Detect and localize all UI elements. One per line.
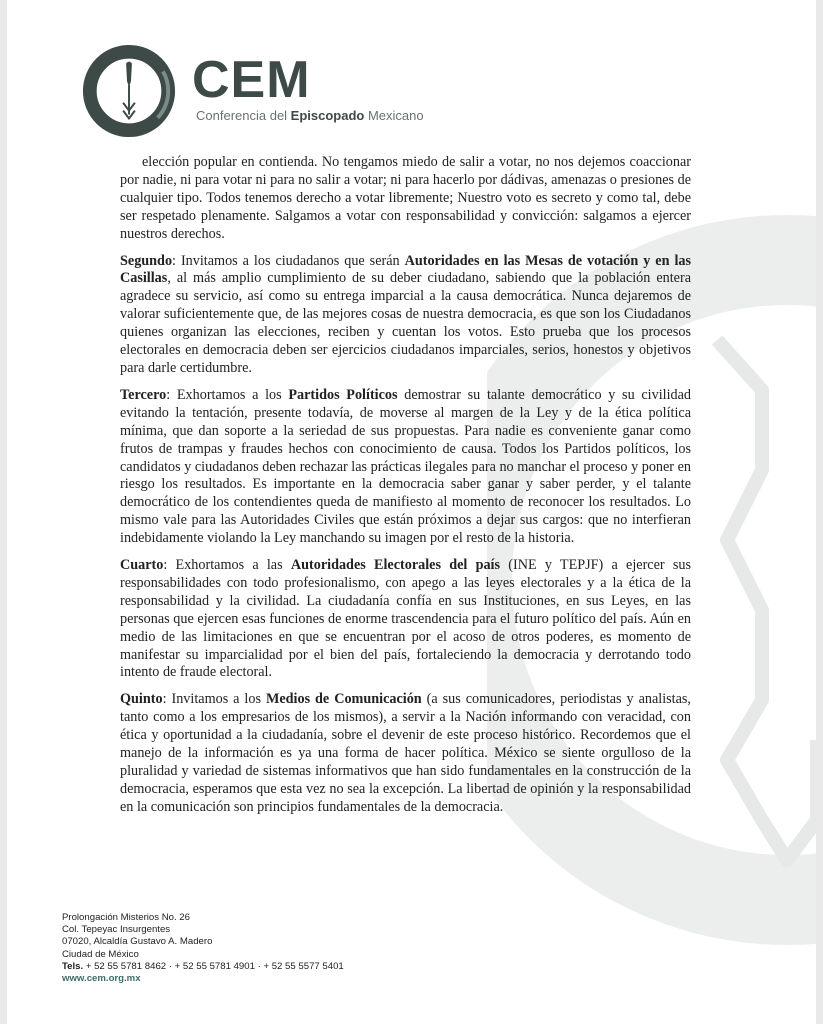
paragraph-label: Cuarto	[120, 557, 164, 574]
footer-line: Prolongación Misterios No. 26	[62, 912, 190, 923]
paragraph-label: Segundo	[120, 252, 173, 269]
paragraph-tercero: Tercero: Exhortamos a los Partidos Políticos demostrar su talante democrático y su civilidad evitando la tentación, presente todavía, de moverse al margen de la Ley y de la ética política mínima, que dan soporte a la seriedad de sus propuestas. Para nadie es conveniente ganar como frutos de trampas y fraudes hechos con conocimiento de causa. Todos los Partidos políticos, los candidatos y ciudadanos deben rechazar las prácticas ilegales para no manchar el proceso y poner en riesgo los resultados. Es importante en la democracia saber ganar y saber perder, y el talante democrático de los contendientes queda de manifiesto al momento de reconocer los resultados. Lo mismo vale para las Autoridades Civiles que están próximos a dejar sus cargos: que no interfieran indebidamente violando la Ley manchando su imagen por el resto de la historia.	[120, 386, 692, 547]
footer-address	[62, 912, 462, 985]
paragraph-label: Tercero	[120, 386, 167, 403]
logo-subtitle-post: Mexicano	[364, 108, 424, 123]
footer-line: Col. Tepeyac Insurgentes	[62, 924, 171, 936]
paragraph-continuation: elección popular en contienda. No tengamos miedo de salir a votar, no nos dejemos coaccionar por nadie, ni para votar ni para no salir a votar; ni para hacerlo por dádivas, amenazas o presiones de cualquier tipo. Todos tenemos derecho a votar libremente; Nuestro voto es secreto y como tal, debe ser respetado plenamente. Salgamos a votar con responsabilidad y convicción: salgamos a ejercer nuestros derechos.	[120, 154, 691, 242]
logo-subtitle-bold: Episcopado	[290, 108, 365, 123]
logo-subtitle-pre: Conferencia del	[196, 108, 291, 123]
logo-title: CEM	[192, 51, 311, 109]
paragraph-segundo: Segundo: Invitamos a los ciudadanos que serán Autoridades en las Mesas de votación y en las Casillas, al más amplio cumplimiento de su deber ciudadano, sabiendo que la población entera agradece su servicio, así como su entrega imparcial a la causa democrática. Nunca dejaremos de valorar suficientemente que, de las mejores cosas de nuestra democracia, es que son los Ciudadanos quienes organizan las elecciones, reciben y cuentan los votos. Esto prueba que los procesos electorales en democracia deben ser ejercicios ciudadanos imparciales, serios, honestos y objetivos para darle certidumbre.	[120, 252, 691, 376]
website-link[interactable]: www.cem.org.mx	[62, 973, 141, 985]
paragraph-cuarto: Cuarto: Exhortamos a las Autoridades Electorales del país (INE y TEPJF) a ejercer sus responsabilidades con todo profesionalismo, con apego a las leyes electorales y a la ética de la responsabilidad y la civilidad. La ciudadanía confía en sus Instituciones, en sus Leyes, en las personas que ejercen esas funciones de enorme trascendencia para el futuro político del país. Aún en medio de las limitaciones en que se encuentran por el acoso de otros poderes, es momento de manifestar su imparcialidad por el bien del país, fortaleciendo la democracia y derrotando todo intento de fraude electoral.	[120, 557, 691, 681]
footer-line: 07020, Alcaldía Gustavo A. Madero	[62, 936, 213, 948]
footer-phones	[62, 961, 462, 973]
document-body	[120, 154, 691, 826]
logo-subtitle	[196, 108, 424, 123]
paragraph-label: Quinto	[120, 691, 163, 708]
phones-numbers: + 52 55 5781 8462 · + 52 55 5781 4901 · + 52 55 5577 5401	[83, 960, 344, 972]
phones-label: Tels.	[62, 960, 84, 972]
document-page	[7, 0, 816, 1024]
paragraph-quinto: Quinto: Invitamos a los Medios de Comunicación (a sus comunicadores, periodistas y analistas, tanto como a los empresarios de los mismos), a servir a la Nación informando con veracidad, con ética y oportunidad a la ciudadanía, sobre el devenir de este proceso histórico. Recordemos que el manejo de la información es ya una forma de hacer política. México se siente orgulloso de la pluralidad y variedad de sistemas informativos que han sido fundamentales en la construcción de la democracia, esperamos que esta vez no sea la excepción. La libertad de opinión y la responsabilidad en la comunicación son principios fundamentales de la democracia.	[120, 691, 691, 815]
cem-logo-emblem-icon	[80, 42, 178, 140]
footer-line: Ciudad de México	[62, 948, 139, 960]
